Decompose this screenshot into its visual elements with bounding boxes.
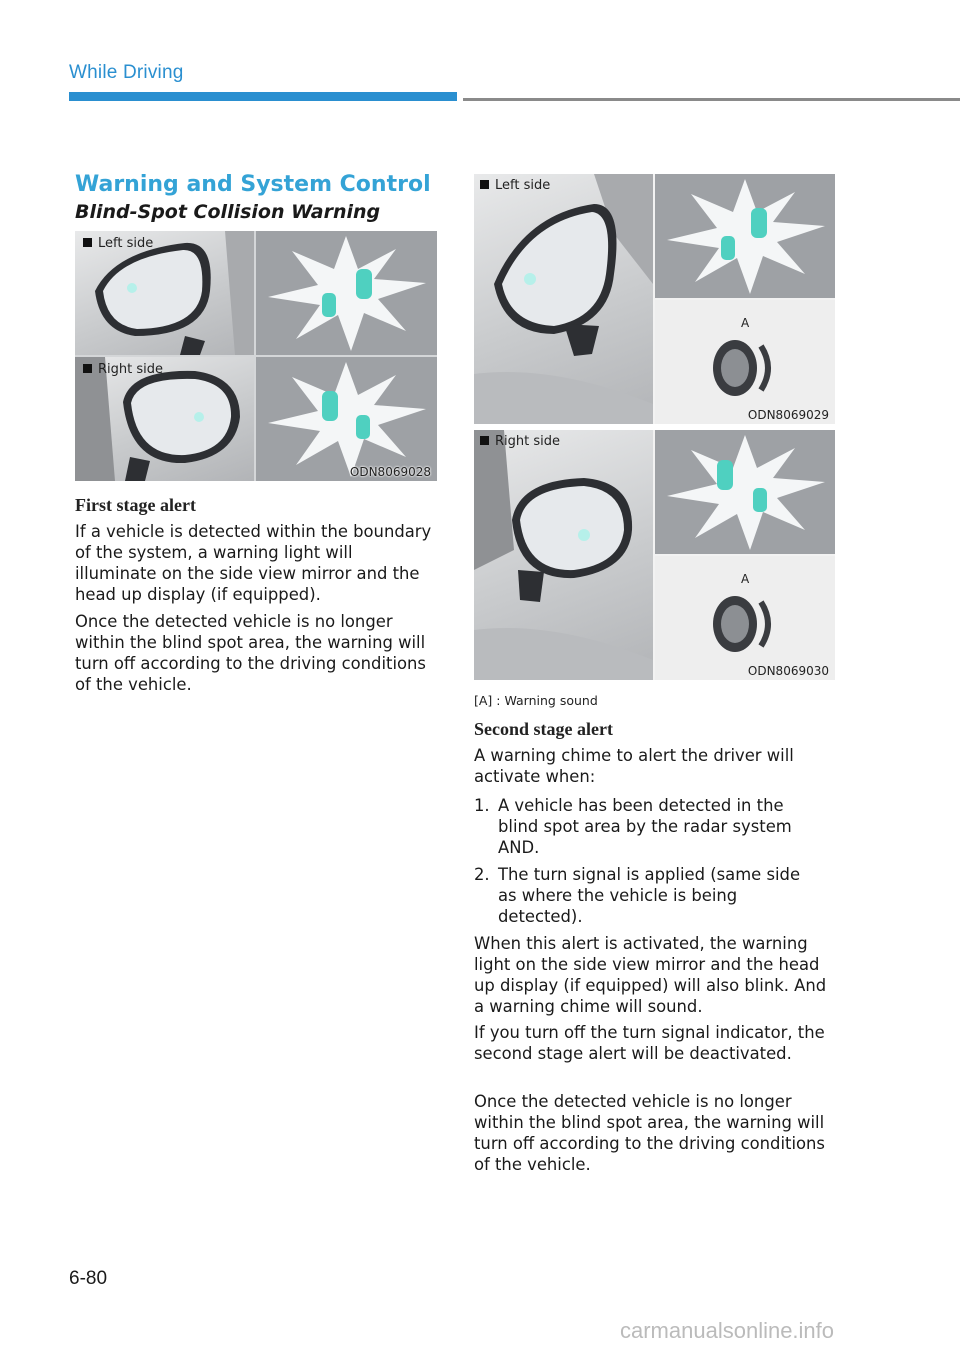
list-number: 2.: [474, 865, 490, 884]
second-stage-heading: Second stage alert: [474, 719, 613, 739]
first-stage-paragraph-1: If a vehicle is detected within the boundary of the system, a warning light will illuminate on the side view mirror and the head up display (if equipped).: [75, 522, 432, 604]
figure-label-right-side: Right side: [83, 362, 163, 377]
bullet-square-icon: [83, 364, 92, 373]
right-radar-illustration: [655, 430, 835, 554]
figure-label-left-side: Left side: [83, 236, 153, 251]
second-stage-paragraph-3: Once the detected vehicle is no longer within the blind spot area, the warning will turn off according to the driving conditions of the vehicle.: [474, 1092, 825, 1174]
figure-caption: [A] : Warning sound: [474, 693, 598, 708]
left-mirror-illustration: [474, 174, 653, 424]
list-item: [474, 864, 830, 927]
figure-first-stage: [75, 231, 437, 481]
bullet-square-icon: [83, 238, 92, 247]
sound-marker: A: [741, 572, 750, 586]
bullet-square-icon: [480, 180, 489, 189]
figure-second-stage-right: [474, 430, 835, 680]
left-radar-illustration: [256, 231, 437, 355]
list-item: [474, 795, 830, 858]
second-stage-intro: A warning chime to alert the driver will activate when:: [474, 746, 794, 786]
figure-second-stage-left: [474, 174, 835, 424]
right-mirror-illustration: [474, 430, 653, 680]
figure-label-left-side: Left side: [480, 178, 550, 193]
radar-warning-icon: [256, 231, 437, 355]
mirror-icon: [474, 430, 653, 680]
radar-warning-icon: [256, 357, 437, 481]
watermark: carmanualsonline.info: [620, 1318, 835, 1343]
first-stage-heading: First stage alert: [75, 495, 196, 515]
radar-warning-icon: [655, 174, 835, 298]
figure-code: ODN8069028: [349, 465, 431, 479]
warning-sound-illustration: [655, 300, 835, 424]
subsection-title: Blind-Spot Collision Warning: [75, 201, 381, 223]
left-radar-illustration: [655, 174, 835, 298]
figure-label-right-side: Right side: [480, 434, 560, 449]
page-number: 6-80: [69, 1268, 108, 1289]
list-number: 1.: [474, 796, 490, 815]
right-radar-illustration: [256, 357, 437, 481]
sound-marker: A: [741, 316, 750, 330]
second-stage-paragraph-2: If you turn off the turn signal indicator, the second stage alert will be deactivated.: [474, 1023, 825, 1063]
chapter-header: While Driving: [69, 62, 184, 83]
radar-warning-icon: [655, 430, 835, 554]
section-title: Warning and System Control: [75, 172, 431, 197]
mirror-icon: [474, 174, 653, 424]
warning-sound-illustration: [655, 556, 835, 680]
header-accent-bar: [69, 92, 457, 101]
figure-code: ODN8069029: [747, 408, 829, 422]
header-rule: [463, 98, 960, 101]
second-stage-paragraph-1: When this alert is activated, the warning light on the side view mirror and the head up display (if equipped) will also blink. And a warning chime will sound.: [474, 934, 827, 1016]
first-stage-paragraph-2: Once the detected vehicle is no longer within the blind spot area, the warning will turn off according to the driving conditions of the vehicle.: [75, 612, 426, 694]
bullet-square-icon: [480, 436, 489, 445]
list-text: The turn signal is applied (same side as where the vehicle is being detected).: [498, 865, 801, 926]
figure-code: ODN8069030: [747, 664, 829, 678]
list-text: A vehicle has been detected in the blind spot area by the radar system AND.: [498, 796, 792, 857]
